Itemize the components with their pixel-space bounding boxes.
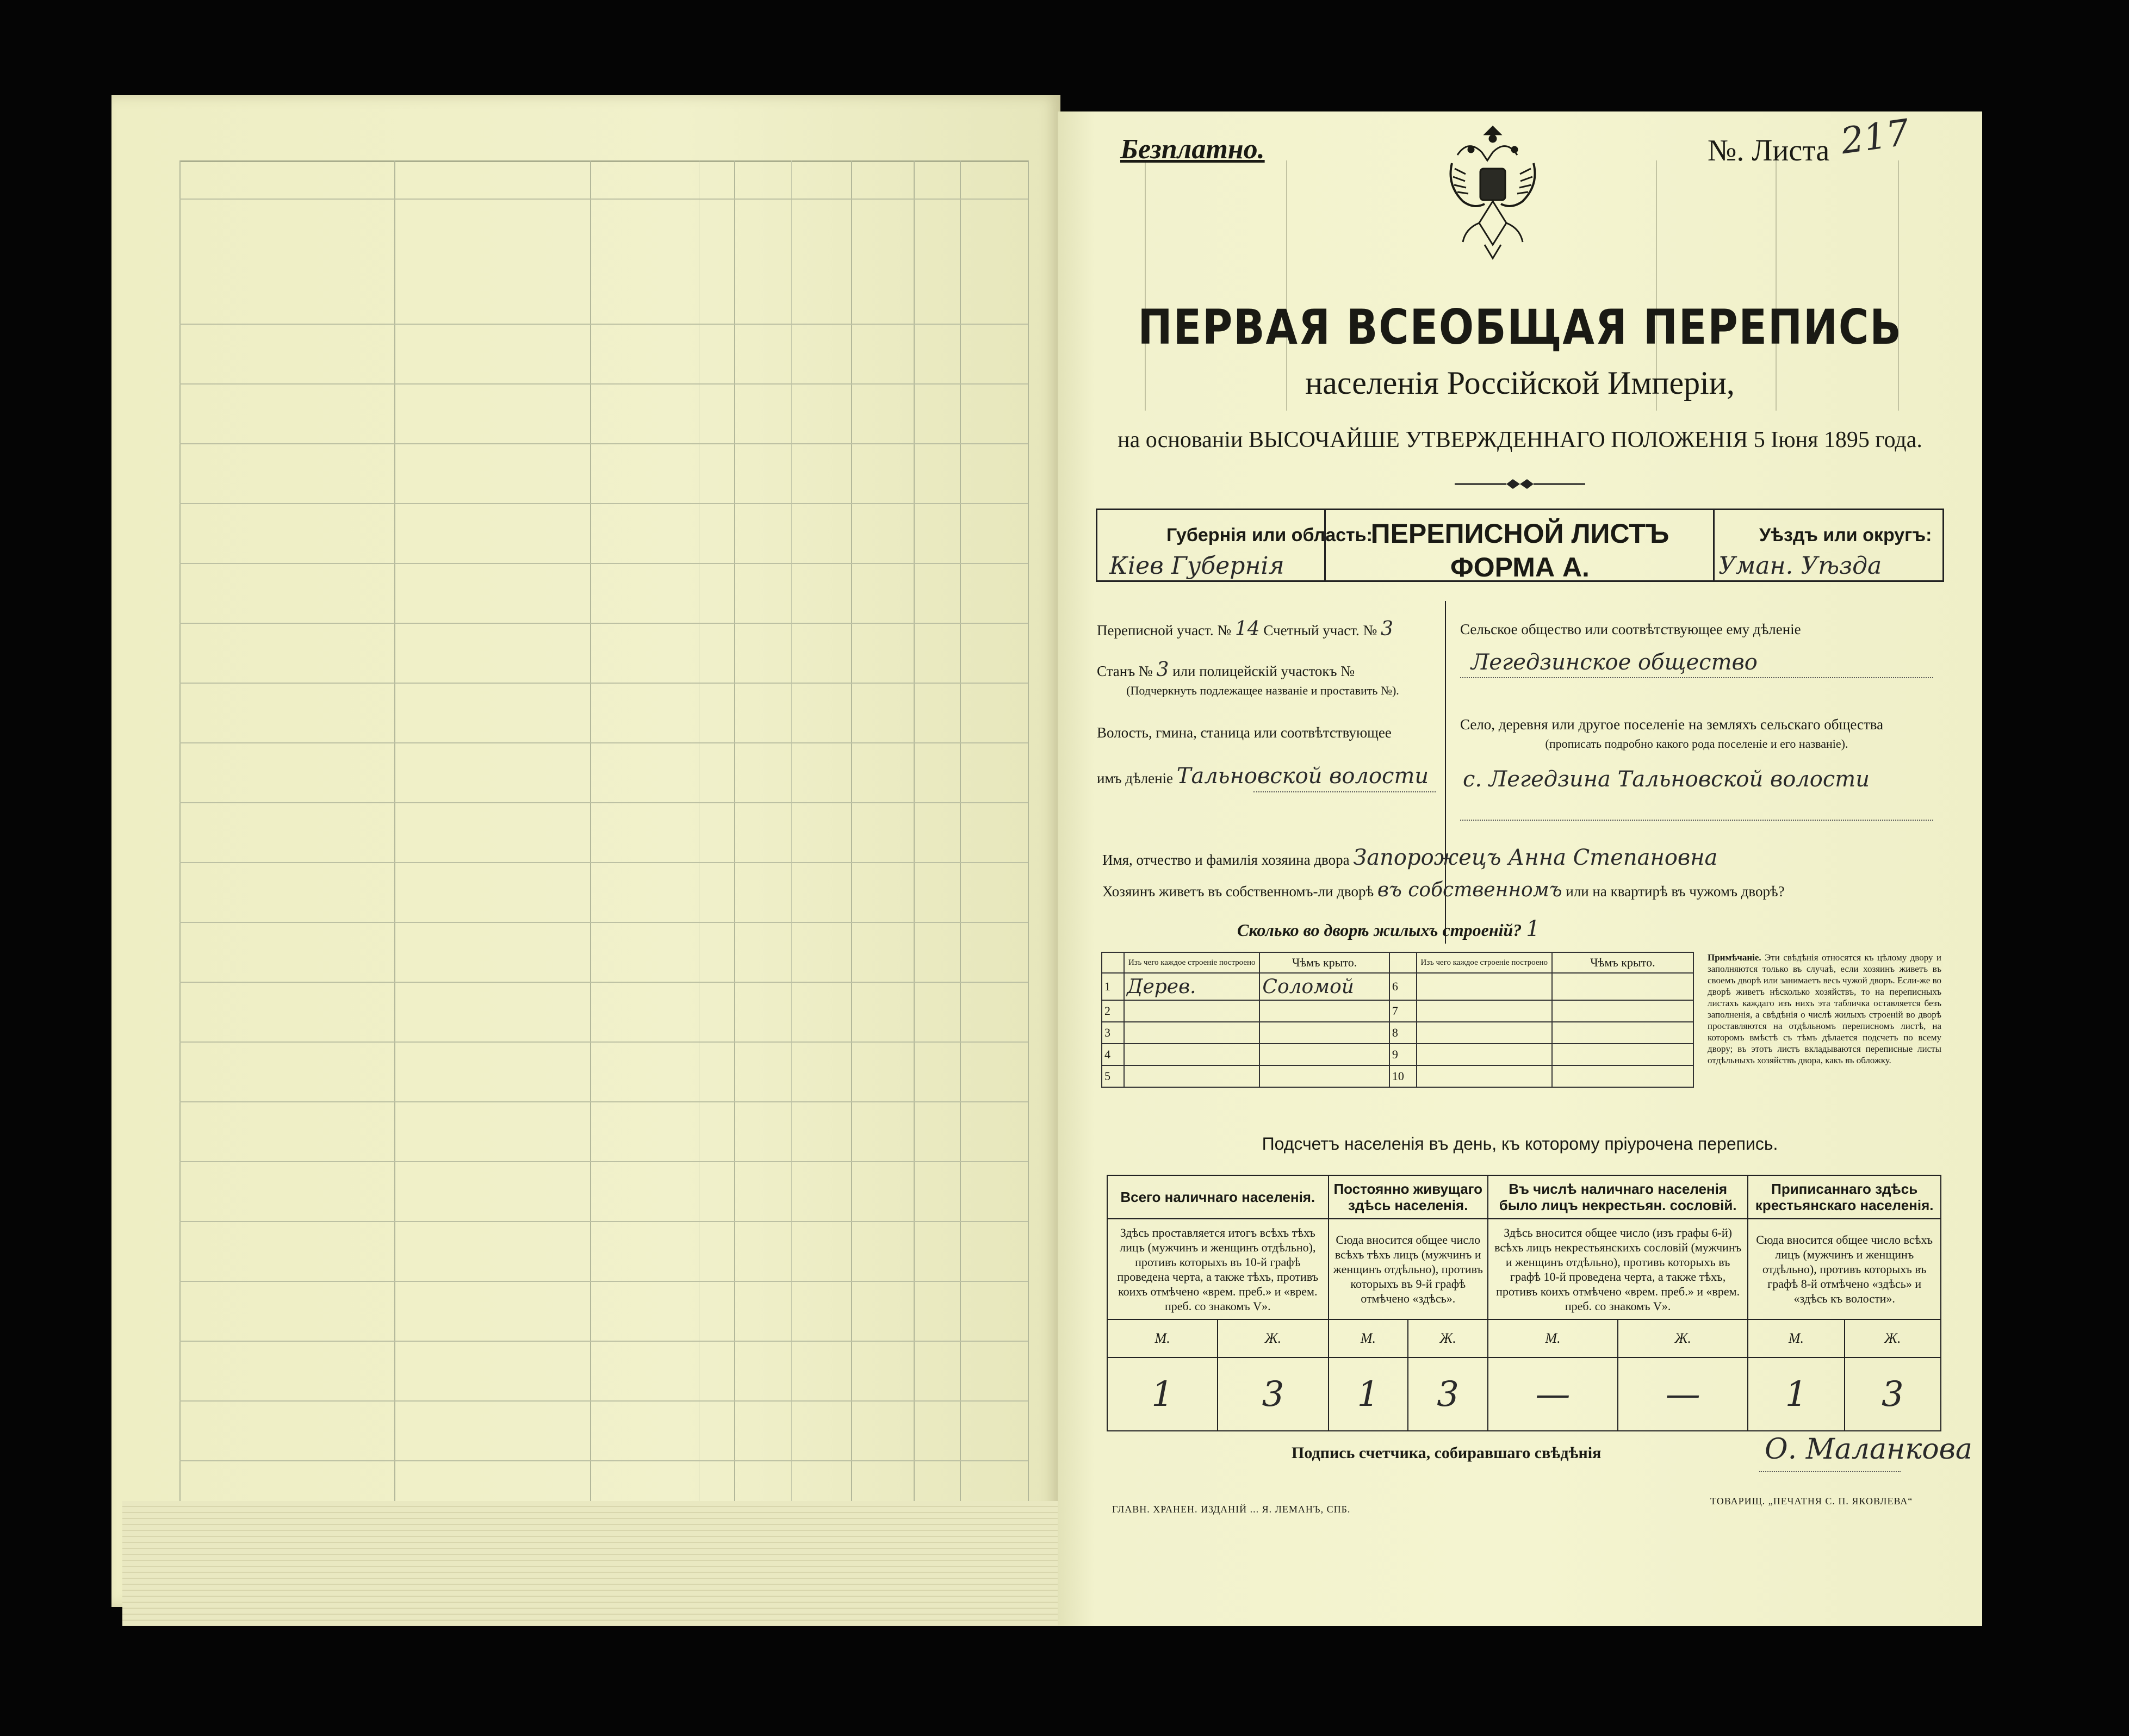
- document-subtitle: населенія Россійской Имперіи,: [1305, 365, 1735, 401]
- volost-dotline: [1253, 791, 1436, 792]
- pop-col-header: Приписаннаго здѣсь крестьянскаго населенія.: [1748, 1175, 1941, 1219]
- uezd-label: Уѣздъ или округъ:: [1759, 525, 1932, 545]
- schetny-value: 3: [1381, 618, 1393, 640]
- lives-label-2: или на квартирѣ въ чужомъ дворѣ?: [1566, 883, 1785, 900]
- roof-cell: [1552, 1065, 1693, 1087]
- table-row: [1102, 1022, 1693, 1044]
- grid-line: [914, 160, 915, 1509]
- male-label: М.: [1488, 1319, 1618, 1357]
- grid-line: [179, 683, 1028, 684]
- selo-label: Село, деревня или другое поселеніе на земляхъ сельскаго общества: [1460, 716, 1884, 733]
- enumerator-signature: О. Маланкова: [1765, 1433, 1972, 1466]
- material-cell: [1124, 1022, 1259, 1044]
- ornament-divider: [1455, 476, 1585, 492]
- grid-line: [1028, 160, 1029, 1509]
- buildings-field: [1237, 916, 1540, 941]
- lives-label-1: Хозяинъ живетъ въ собственномъ-ли дворѣ: [1102, 883, 1374, 900]
- grid-line: [179, 1341, 1028, 1342]
- grid-line: [179, 503, 1028, 504]
- row-num: 2: [1102, 1000, 1124, 1022]
- grid-line: [179, 1460, 1028, 1461]
- stan-field: [1097, 661, 1355, 680]
- lives-field: [1102, 881, 1785, 901]
- grid-line: [394, 160, 395, 1509]
- material-cell: [1417, 1065, 1552, 1087]
- roof-header: Чѣмъ крыто.: [1552, 952, 1693, 973]
- decree-line: на основаніи ВЫСОЧАЙШЕ УТВЕРЖДЕННАГО ПОЛОЖЕНІЯ 5 Іюня 1895 года.: [1118, 427, 1922, 452]
- buildings-label: Сколько во дворѣ жилыхъ строеній?: [1237, 920, 1522, 940]
- female-count: 3: [1845, 1357, 1941, 1431]
- pop-col-header: Въ числѣ наличнаго населенія было лицъ некрестьян. сословій.: [1488, 1175, 1748, 1219]
- uchastok-field: [1097, 620, 1393, 640]
- volost-field: [1097, 764, 1429, 789]
- left-page: [111, 95, 1060, 1607]
- grid-line: [734, 160, 735, 1509]
- male-label: М.: [1107, 1319, 1218, 1357]
- row-num: 6: [1389, 973, 1417, 1000]
- roof-cell: [1259, 1022, 1389, 1044]
- pop-col-header: Постоянно живущаго здѣсь населенія.: [1329, 1175, 1488, 1219]
- grid-line: [179, 199, 1028, 200]
- volost-value: Тальновской волости: [1176, 764, 1429, 789]
- grid-line: [179, 623, 1028, 624]
- census-form-page: [1058, 111, 1982, 1626]
- grid-line: [179, 1101, 1028, 1102]
- table-row: [1102, 973, 1693, 1000]
- grid-line: [179, 922, 1028, 923]
- pop-col-desc: Здѣсь вносится общее число (изъ графы 6-й) всѣхъ лицъ некрестьянскихъ сословій (мужчинъ и женщинъ отдѣльно), противъ которыхъ въ графѣ 10-й проведена черта, а также тѣхъ, противъ коихъ отмѣчено «врем. преб.» и «врем. преб. со знакомъ V».: [1488, 1219, 1748, 1319]
- grid-line: [791, 160, 792, 1509]
- num-header: [1389, 952, 1417, 973]
- pop-col-header: Всего наличнаго населенія.: [1107, 1175, 1329, 1219]
- imperial-eagle-icon: [1441, 122, 1544, 264]
- row-num: 8: [1389, 1022, 1417, 1044]
- female-label: Ж.: [1845, 1319, 1941, 1357]
- stan-value: 3: [1156, 659, 1169, 681]
- form-title: [1335, 517, 1705, 584]
- roof-cell: [1552, 1044, 1693, 1065]
- material-header: Изъ чего каждое строеніе построено: [1417, 952, 1552, 973]
- obshchestvo-value: Легедзинское общество: [1471, 650, 1758, 675]
- roof-cell: [1259, 1000, 1389, 1022]
- male-label: М.: [1748, 1319, 1844, 1357]
- material-cell: [1417, 973, 1552, 1000]
- row-num: 5: [1102, 1065, 1124, 1087]
- form-band-right: [1942, 509, 1944, 582]
- grid-line: [179, 324, 1028, 325]
- owner-field: [1102, 845, 1718, 870]
- signature-dotline: [1759, 1471, 1901, 1472]
- male-label: М.: [1329, 1319, 1408, 1357]
- material-cell: Дерев.: [1124, 973, 1259, 1000]
- grid-line: [179, 1400, 1028, 1402]
- note-block: [1708, 952, 1941, 1066]
- female-count: 3: [1408, 1357, 1488, 1431]
- male-count: 1: [1748, 1357, 1844, 1431]
- uchastok-label: Переписной участ. №: [1097, 622, 1232, 638]
- pop-col-desc: Здѣсь проставляется итогъ всѣхъ тѣхъ лицъ (мужчинъ и женщинъ отдѣльно), противъ которыхъ въ 10-й графѣ проведена черта, а также тѣхъ, противъ коихъ отмѣчено «врем. преб.» и «врем. преб. со знакомъ V».: [1107, 1219, 1329, 1319]
- police-label: или полицейскій участокъ №: [1172, 663, 1355, 679]
- buildings-table: [1101, 952, 1694, 1088]
- printer-credit-right: ТОВАРИЩ. „ПЕЧАТНЯ С. П. ЯКОВЛЕВА“: [1710, 1496, 1913, 1506]
- grid-line: [179, 802, 1028, 803]
- selo-note: (прописать подробно какого рода поселеніе и его названіе).: [1545, 737, 1848, 751]
- uezd-value: Уман. Уѣзда: [1718, 552, 1882, 580]
- selo-dotline: [1460, 820, 1933, 821]
- pop-col-desc: Сюда вносится общее число всѣхъ тѣхъ лицъ (мужчинъ и женщинъ отдѣльно), противъ которыхъ въ 9-й графѣ отмѣчено «здѣсь».: [1329, 1219, 1488, 1319]
- note-text: Эти свѣдѣнія относятся къ цѣлому двору и заполняются только въ случаѣ, если хозяинъ живетъ въ своемъ дворѣ или занимаетъ весь чужой дворъ. Если-же во дворѣ живетъ нѣсколько хозяйствъ, то на переписныхъ листахъ каждаго изъ нихъ эта табличка оставляется безъ заполненія, а свѣдѣнія о числѣ жилыхъ строеній во дворѣ проставляются на отдѣльномъ переписномъ листѣ, на которомъ вмѣстѣ съ тѣмъ дѣлается подсчетъ по всему двору; въ этотъ листъ вкладываются переписные листы отдѣльныхъ хозяйствъ двора, какъ въ обложку.: [1708, 952, 1941, 1065]
- signature-label: Подпись счетчика, собиравшаго свѣдѣнія: [1292, 1444, 1602, 1462]
- population-title: Подсчетъ населенія въ день, къ которому пріурочена перепись.: [1262, 1134, 1778, 1154]
- row-num: 3: [1102, 1022, 1124, 1044]
- female-label: Ж.: [1408, 1319, 1488, 1357]
- form-band-top: [1096, 509, 1944, 510]
- buildings-value: 1: [1526, 916, 1540, 941]
- roof-cell: [1552, 973, 1693, 1000]
- lives-value: въ собственномъ: [1377, 879, 1562, 901]
- underline-note: (Подчеркнуть подлежащее названіе и проставить №).: [1126, 684, 1399, 697]
- grid-line: [179, 383, 1028, 385]
- sheet-number-value: 217: [1838, 111, 1912, 163]
- row-num: 4: [1102, 1044, 1124, 1065]
- material-cell: [1417, 1044, 1552, 1065]
- gubernia-label: Губернія или область:: [1166, 525, 1373, 545]
- grid-line: [179, 1281, 1028, 1282]
- female-label: Ж.: [1618, 1319, 1748, 1357]
- form-title-line-1: ПЕРЕПИСНОЙ ЛИСТЪ: [1370, 518, 1669, 549]
- material-cell: [1124, 1065, 1259, 1087]
- schetny-label: Счетный участ. №: [1263, 622, 1377, 638]
- material-cell: [1417, 1000, 1552, 1022]
- form-band-divider: [1713, 509, 1715, 582]
- document-title: ПЕРВАЯ ВСЕОБЩАЯ ПЕРЕПИСЬ: [1138, 299, 1902, 355]
- male-count: 1: [1107, 1357, 1218, 1431]
- page-stack-edge: [122, 1501, 1060, 1626]
- gubernia-value: Кіев Губернія: [1109, 552, 1284, 580]
- material-cell: [1417, 1022, 1552, 1044]
- stan-label: Станъ №: [1097, 663, 1153, 679]
- row-num: 10: [1389, 1065, 1417, 1087]
- grid-line: [179, 1221, 1028, 1222]
- note-label: Примѣчаніе.: [1708, 952, 1761, 963]
- uchastok-value: 14: [1234, 618, 1260, 640]
- roof-cell: [1259, 1044, 1389, 1065]
- material-cell: [1124, 1044, 1259, 1065]
- row-num: 9: [1389, 1044, 1417, 1065]
- population-table: [1107, 1175, 1941, 1431]
- pop-col-desc: Сюда вносится общее число всѣхъ лицъ (мужчинъ и женщинъ отдѣльно), противъ которыхъ въ графѣ 8-й отмѣчено «здѣсь» и «здѣсь къ волости».: [1748, 1219, 1941, 1319]
- roof-cell: [1552, 1000, 1693, 1022]
- grid-line: [179, 443, 1028, 444]
- roof-cell: Соломой: [1259, 973, 1389, 1000]
- female-count: —: [1618, 1357, 1748, 1431]
- male-count: —: [1488, 1357, 1618, 1431]
- table-row: [1102, 1065, 1693, 1087]
- material-cell: [1124, 1000, 1259, 1022]
- selo-value: с. Легедзина Тальновской волости: [1463, 767, 1870, 792]
- form-band-left: [1096, 509, 1097, 582]
- grid-line: [590, 160, 591, 1509]
- grid-line: [179, 982, 1028, 983]
- owner-label: Имя, отчество и фамилія хозяина двора: [1102, 852, 1350, 868]
- num-header: [1102, 952, 1124, 973]
- grid-line: [179, 563, 1028, 564]
- owner-value: Запорожецъ Анна Степановна: [1353, 845, 1718, 870]
- grid-top-rule: [179, 160, 1028, 168]
- row-num: 7: [1389, 1000, 1417, 1022]
- male-count: 1: [1329, 1357, 1408, 1431]
- roof-header: Чѣмъ крыто.: [1259, 952, 1389, 973]
- grid-line: [960, 160, 961, 1509]
- female-label: Ж.: [1218, 1319, 1328, 1357]
- volost-label-1: Волость, гмина, станица или соотвѣтствующее: [1097, 724, 1392, 741]
- table-row: [1102, 1044, 1693, 1065]
- printer-credit-left: ГЛАВН. ХРАНЕН. ИЗДАНІЙ ... Я. ЛЕМАНЪ, СПБ.: [1112, 1504, 1351, 1515]
- row-num: 1: [1102, 973, 1124, 1000]
- roof-cell: [1259, 1065, 1389, 1087]
- obshchestvo-label: Сельское общество или соотвѣтствующее ему дѣленіе: [1460, 621, 1801, 637]
- grid-line: [179, 742, 1028, 743]
- grid-line: [851, 160, 852, 1509]
- free-of-charge-label: Безплатно.: [1120, 134, 1265, 165]
- obshchestvo-dotline: [1460, 677, 1933, 678]
- material-header: Изъ чего каждое строеніе построено: [1124, 952, 1259, 973]
- grid-line: [179, 1161, 1028, 1162]
- roof-cell: [1552, 1022, 1693, 1044]
- volost-label-2: имъ дѣленіе: [1097, 770, 1174, 786]
- grid-line: [179, 160, 181, 1509]
- sheet-number-label: №. Листа: [1708, 134, 1830, 168]
- grid-line: [179, 862, 1028, 863]
- form-title-line-2: ФОРМА А.: [1450, 552, 1590, 582]
- table-row: [1102, 1000, 1693, 1022]
- female-count: 3: [1218, 1357, 1328, 1431]
- grid-line: [179, 1041, 1028, 1043]
